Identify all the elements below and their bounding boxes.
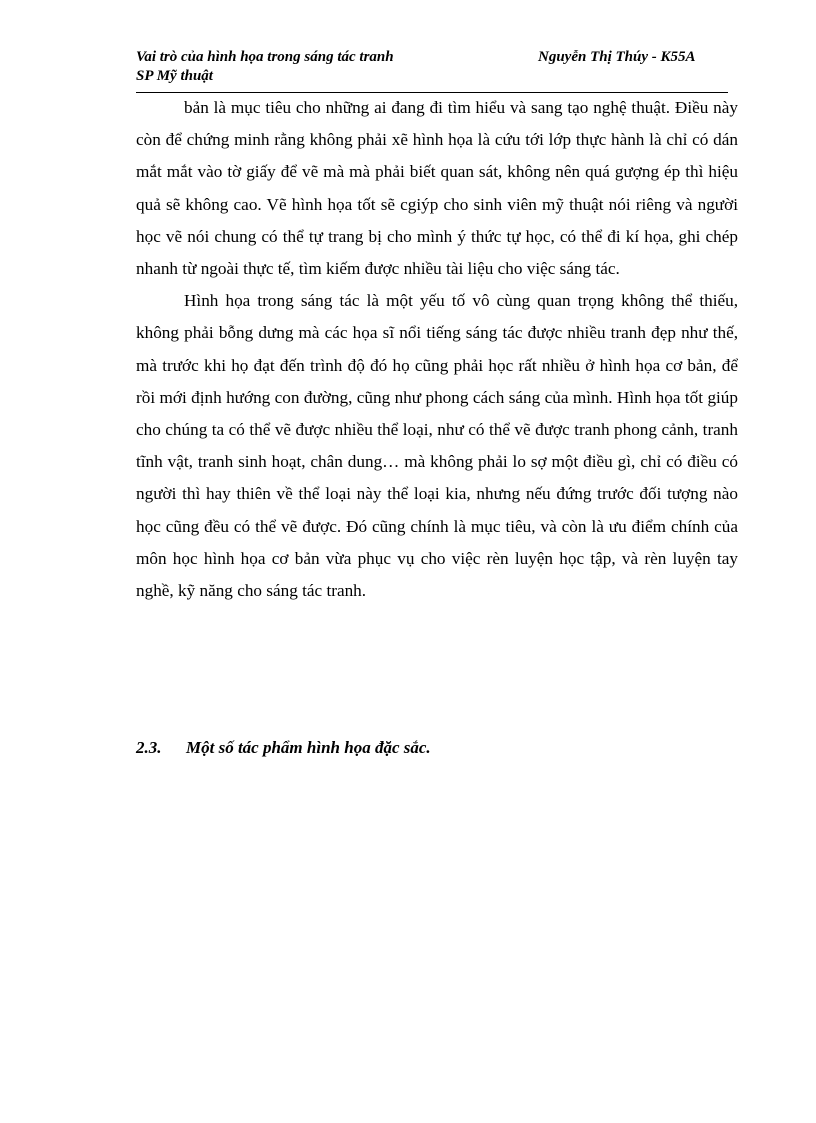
section-number: 2.3.	[136, 738, 162, 757]
document-title	[136, 48, 394, 86]
header-title-line2: SP Mỹ thuật	[136, 68, 213, 84]
paragraph: bản là mục tiêu cho những ai đang đi tìm hiểu và sang tạo nghệ thuật. Điều này còn để chứng minh rằng không phải xẽ hình họa là cứu tới lớp thực hành là chỉ có dán mắt mắt vào tờ giấy để vẽ mà mà phải biết quan sát, không nên quá gượng ép thì hiệu quả sẽ không cao. Vẽ hình họa tốt sẽ cgiýp cho sinh viên mỹ thuật nói riêng và người học vẽ nói chung có thể tự trang bị cho mình ý thức tự học, có thể đi kí họa, ghi chép nhanh từ ngoài thực tế, tìm kiếm được nhiều tài liệu cho việc sáng tác.	[136, 98, 738, 279]
paragraph: Hình họa trong sáng tác là một yếu tố vô cùng quan trọng không thể thiếu, không phải bỗng dưng mà các họa sĩ nổi tiếng sáng tác được nhiều tranh đẹp như thế, mà trước khi họ đạt đến trình độ đó họ cũng phải học rất nhiều ở hình họa cơ bản, để rồi mới định hướng con đường, cũng như phong cách sáng của mình. Hình họa tốt giúp cho chúng ta có thể vẽ được nhiều thể loại, như có thể vẽ được tranh phong cảnh, tranh tĩnh vật, tranh sinh hoạt, chân dung… mà không phải lo sợ một điều gì, chỉ có điều có người thì hay thiên về thể loại này thể loại kia, nhưng nếu đứng trước đối tượng nào học cũng đều có thể vẽ được. Đó cũng chính là mục tiêu, và còn là ưu điểm chính của môn học hình họa cơ bản vừa phục vụ cho việc rèn luyện học tập, và rèn luyện tay nghề, kỹ năng cho sáng tác tranh.	[136, 291, 738, 601]
body-text	[136, 92, 738, 607]
section-heading	[136, 738, 431, 758]
header-title-line1: Vai trò của hình họa trong sáng tác tranh	[136, 49, 394, 65]
section-title: Một số tác phẩm hình họa đặc sắc.	[186, 738, 431, 757]
author-name: Nguyễn Thị Thúy - K55A	[538, 49, 696, 65]
page-header	[136, 48, 728, 93]
